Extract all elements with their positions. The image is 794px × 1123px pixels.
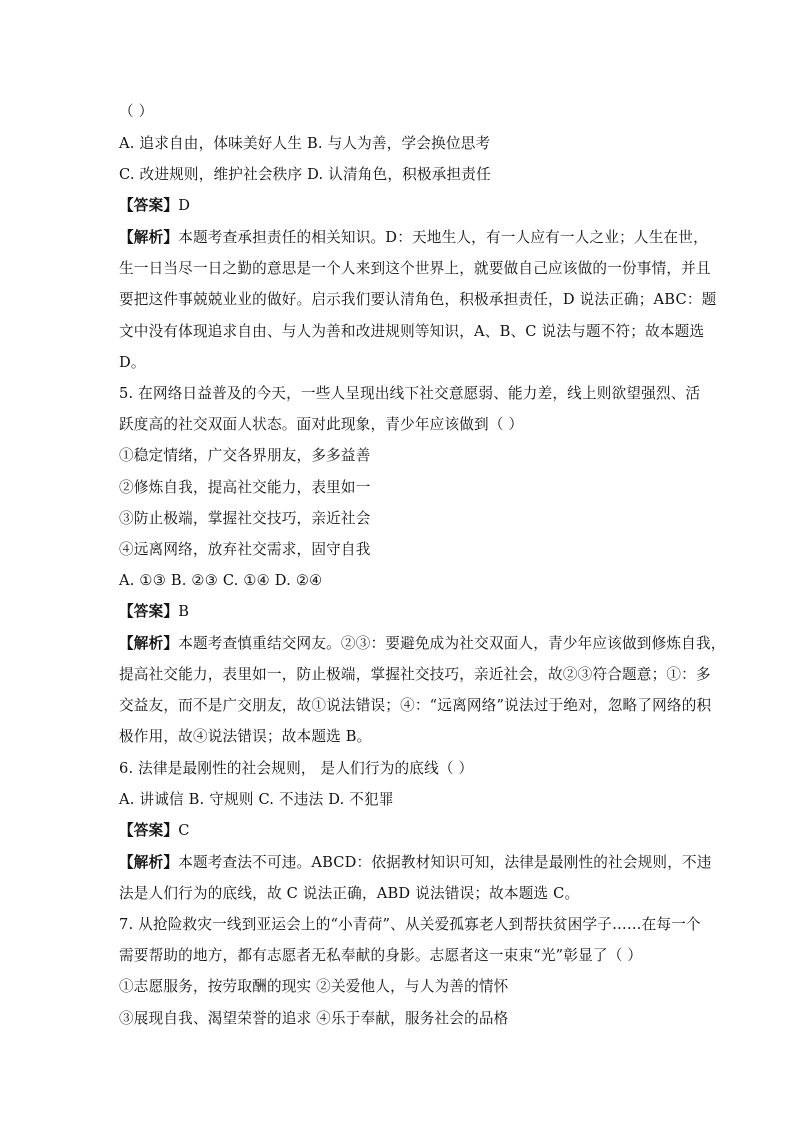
q6-options: A. 讲诚信 B. 守规则 C. 不违法 D. 不犯罪 bbox=[119, 791, 394, 808]
analysis-tag: 【解析】 bbox=[119, 229, 179, 246]
q5-item-1: ①稳定情绪，广交各界朋友，多多益善 bbox=[119, 447, 371, 464]
q6-answer bbox=[119, 821, 190, 841]
answer-tag: 【答案】 bbox=[119, 822, 179, 839]
q6-analysis-line-1: 【解析】本题考查法不可违。ABCD：依据教材知识可知，法律是最刚性的社会规则，不违 bbox=[119, 854, 712, 871]
q5-answer bbox=[119, 602, 189, 622]
q5-analysis-line-2: 提高社交能力，表里如一，防止极端，掌握社交技巧，亲近社会，故②③符合题意；①：多 bbox=[119, 666, 711, 683]
q7-stem-line-2: 需要帮助的地方，都有志愿者无私奉献的身影。志愿者这一束束“光”彰显了（ ） bbox=[119, 947, 643, 964]
q4-analysis-line-1: 【解析】本题考查承担责任的相关知识。D：天地生人，有一人应有一人之业；人生在世， bbox=[119, 229, 708, 246]
q7-stem-line-1: 7. 从抢险救灾一线到亚运会上的“小青荷”、从关爱孤寡老人到帮扶贫困学子……在每一个 bbox=[119, 916, 701, 933]
analysis-tag: 【解析】 bbox=[119, 635, 179, 652]
answer-tag: 【答案】 bbox=[119, 197, 179, 214]
q5-analysis-line-3: 交益友，而不是广交朋友，故①说法错误；④：“远离网络”说法过于绝对，忽略了网络的积 bbox=[119, 697, 712, 714]
q7-items-line-2: ③展现自我、渴望荣誉的追求 ④乐于奉献，服务社会的品格 bbox=[119, 1010, 509, 1027]
q6-analysis-line-2: 法是人们行为的底线，故 C 说法正确，ABD 说法错误；故本题选 C。 bbox=[119, 885, 580, 902]
answer-value: B bbox=[178, 603, 190, 620]
q5-analysis-line-1: 【解析】本题考查慎重结交网友。②③：要避免成为社交双面人，青少年应该做到修炼自我， bbox=[119, 635, 726, 652]
q5-stem-line-2: 跃度高的社交双面人状态。面对此现象，青少年应该做到（ ） bbox=[119, 416, 524, 433]
answer-value: C bbox=[178, 822, 190, 839]
q4-options-line-1: A. 追求自由，体味美好人生 B. 与人为善，学会换位思考 bbox=[119, 135, 491, 152]
q4-analysis-line-3: 要把这件事兢兢业业的做好。启示我们要认清角色，积极承担责任，D 说法正确；ABC：题 bbox=[119, 291, 717, 308]
q5-analysis-line-4: 极作用，故④说法错误；故本题选 B。 bbox=[119, 728, 372, 745]
answer-tag: 【答案】 bbox=[119, 603, 179, 620]
q4-analysis-line-2: 生一日当尽一日之勤的意思是一个人来到这个世界上，就要做自己应该做的一份事情，并且 bbox=[119, 260, 711, 277]
q7-items-line-1: ①志愿服务，按劳取酬的现实 ②关爱他人，与人为善的情怀 bbox=[119, 978, 509, 995]
answer-value: D bbox=[178, 197, 191, 214]
q4-analysis-line-5: D。 bbox=[119, 354, 146, 371]
q6-stem: 6. 法律是最刚性的社会规则， 是人们行为的底线（ ） bbox=[119, 760, 474, 777]
q4-answer-paren: （ ） bbox=[119, 103, 154, 120]
q5-options: A. ①③ B. ②③ C. ①④ D. ②④ bbox=[119, 572, 323, 589]
q5-stem-line-1: 5. 在网络日益普及的今天，一些人呈现出线下社交意愿弱、能力差，线上则欲望强烈、活 bbox=[119, 385, 701, 402]
q4-analysis-line-4: 文中没有体现追求自由、与人为善和改进规则等知识，A、B、C 说法与题不符；故本题选 bbox=[119, 323, 705, 340]
q5-item-4: ④远离网络，放弃社交需求，固守自我 bbox=[119, 541, 371, 558]
q4-options-line-2: C. 改进规则，维护社会秩序 D. 认清角色，积极承担责任 bbox=[119, 166, 491, 183]
q5-item-3: ③防止极端，掌握社交技巧，亲近社会 bbox=[119, 510, 371, 527]
q4-answer bbox=[119, 196, 190, 216]
analysis-tag: 【解析】 bbox=[119, 854, 179, 871]
q5-item-2: ②修炼自我，提高社交能力，表里如一 bbox=[119, 479, 371, 496]
